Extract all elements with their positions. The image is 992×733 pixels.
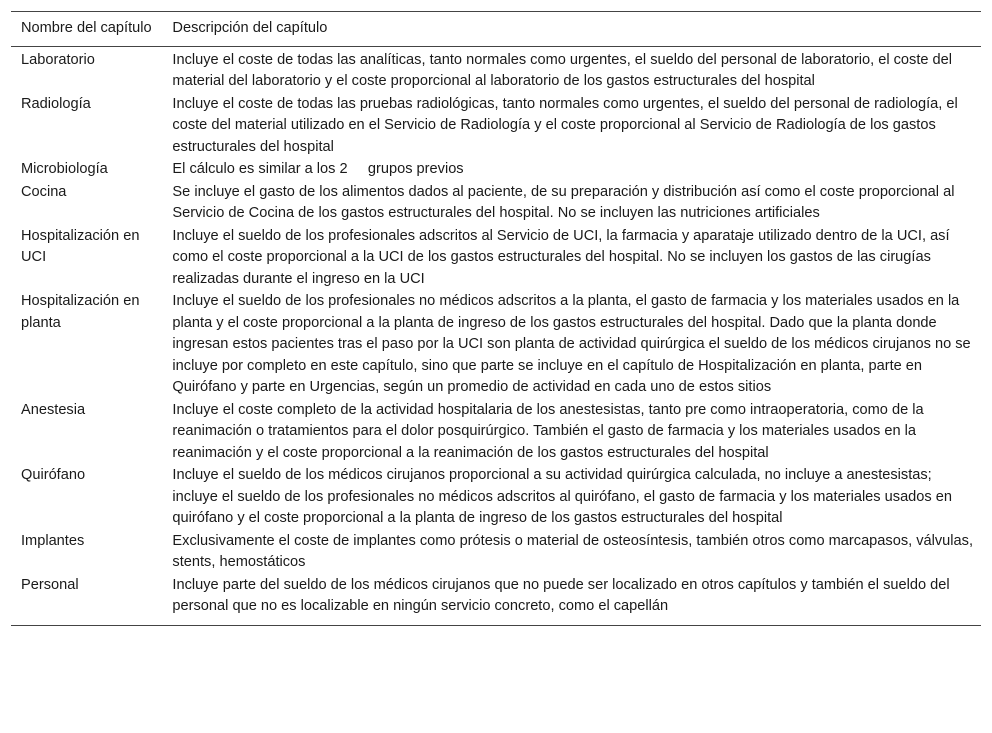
chapter-name-cell: Cocina [21, 183, 67, 200]
chapter-name-cell: Laboratorio [21, 51, 95, 68]
chapter-name-cell: Personal [21, 576, 79, 593]
table-row [11, 226, 981, 292]
chapter-description-cell: Incluye el coste completo de la actividad hospitalaria de los anestesistas, tanto pre como intraoperatoria, como de la reanimación o tratamientos para el dolor posquirúrgico. También el gasto de farmacia y los materiales usados en la reanimación y el coste proporcional a la reanimación de los gastos estructurales del hospital [172, 401, 924, 461]
table-row [11, 182, 981, 226]
chapter-name-cell: Anestesia [21, 401, 86, 418]
chapter-description-cell: Incluye el sueldo de los profesionales no médicos adscritos a la planta, el gasto de farmacia y los materiales usados en la planta y el coste proporcional a la planta de ingreso de los gastos estructurales del hospital. Dado que la planta donde ingresan estos pacientes tras el paso por la UCI son planta de actividad quirúrgica el sueldo de los médicos cirujanos no se incluye por completo en este capítulo, sino que parte se incluye en el capítulo de Hospitalización en planta, parte en Quirófano y parte en Urgencias, según un promedio de actividad en cada uno de estos sitios [172, 293, 971, 395]
chapter-description-cell: El cálculo es similar a los 2 grupos previos [172, 161, 464, 177]
header-chapter-name: Nombre del capítulo [21, 20, 152, 36]
table-row [11, 575, 981, 626]
table-row [11, 531, 981, 575]
chapter-name-cell: Quirófano [21, 467, 86, 483]
table-row [11, 159, 981, 182]
table-row [11, 465, 981, 531]
chapter-name-cell: Hospitalización en UCI [21, 227, 140, 265]
chapter-description-cell: Incluye el coste de todas las analíticas, tanto normales como urgentes, el sueldo del personal de laboratorio, el coste del material del laboratorio y el coste proporcional al laboratorio de los gastos estructurales del hospital [172, 51, 953, 89]
header-chapter-description: Descripción del capítulo [172, 20, 328, 36]
chapter-name-cell: Implantes [21, 532, 85, 549]
chapters-table-container [11, 11, 981, 626]
table-header [11, 12, 981, 47]
table-row [11, 94, 981, 160]
table-body [11, 46, 981, 625]
chapters-table [11, 11, 981, 626]
chapter-description-cell: Se incluye el gasto de los alimentos dados al paciente, de su preparación y distribución así como el coste proporcional al Servicio de Cocina de los gastos estructurales del hospital. No se incluyen las nutriciones artificiales [172, 183, 955, 221]
chapter-description-cell: Exclusivamente el coste de implantes como prótesis o material de osteosíntesis, también otros como marcapasos, válvulas, stents, hemostáticos [172, 532, 974, 570]
chapter-description-cell: Incluye el sueldo de los médicos cirujanos proporcional a su actividad quirúrgica calculada, no incluye a anestesistas; incluye el sueldo de los profesionales no médicos adscritos al quirófano, el gasto de farmacia y los materiales usados en quirófano y el coste proporcional a la planta de ingreso de los gastos estructurales del hospital [172, 467, 952, 526]
chapter-name-cell: Radiología [21, 95, 91, 112]
table-row [11, 291, 981, 400]
chapter-name-cell: Microbiología [21, 161, 108, 177]
header-row [11, 12, 981, 47]
chapter-name-cell: Hospitalización en planta [21, 293, 140, 331]
table-row [11, 46, 981, 94]
table-row [11, 400, 981, 466]
chapter-description-cell: Incluye el coste de todas las pruebas radiológicas, tanto normales como urgentes, el sueldo del personal de radiología, el coste del material utilizado en el Servicio de Radiología y el coste proporcional al Servicio de Radiología de los gastos estructurales del hospital [172, 95, 958, 155]
chapter-description-cell: Incluye el sueldo de los profesionales adscritos al Servicio de UCI, la farmacia y aparataje utilizado dentro de la UCI, así como el coste proporcional a la UCI de los gastos estructurales del hospital. No se incluyen los gastos de las cirugías realizadas durante el ingreso en la UCI [172, 227, 950, 287]
chapter-description-cell: Incluye parte del sueldo de los médicos cirujanos que no puede ser localizado en otros capítulos y también el sueldo del personal que no es localizable en ningún servicio concreto, como el capellán [172, 576, 950, 614]
